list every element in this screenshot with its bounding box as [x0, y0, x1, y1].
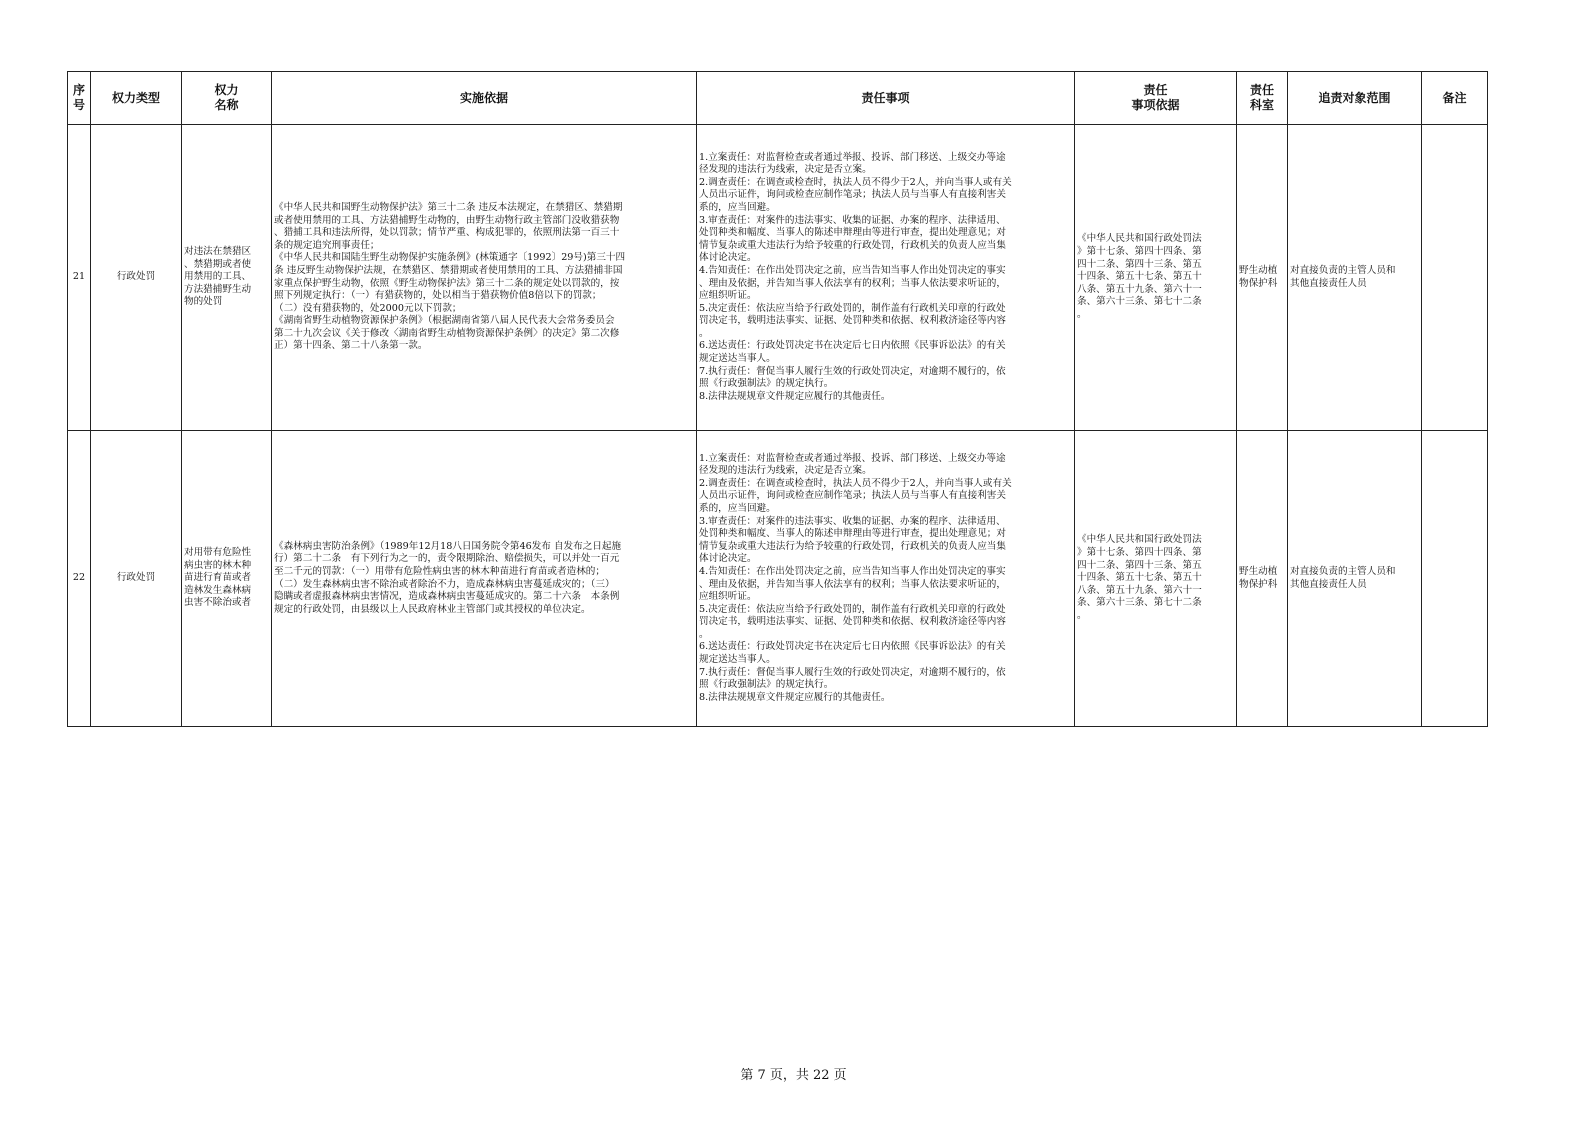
cell-basis: 《中华人民共和国野生动物保护法》第三十二条 违反本法规定，在禁猎区、禁猎期 或者使用禁用的工具、方法猎捕野生动物的，由野生动物行政主管部门没收猎获物 、猎捕工具和违法所得，处以罚款；情节严重、构成犯罪的，依照刑法第一百三十 条的规定追究刑事责任； 《中华人民共和国陆生野生动物保护实施条例》(林策通字〔1992〕29号)第三十四 条 违反野生动物保护法规，在禁猎区、禁猎期或者使用禁用的工具、方法猎捕非国 家重点保护野生动物，依照《野生动物保护法》第三十二条的规定处以罚款的，按 照下列规定执行：（一）有猎获物的，处以相当于猎获物价值8倍以下的罚款； （二）没有猎获物的，处2000元以下罚款； 《湖南省野生动植物资源保护条例》（根据湖南省第八届人民代表大会常务委员会 第二十九次会议《关于修改〈湖南省野生动植物资源保护条例〉的决定》第二次修 正）第十四条、第二十八条第一款。 [272, 125, 697, 431]
header-power-type: 权力类型 [91, 72, 182, 125]
cell-duties: 1.立案责任：对监督检查或者通过举报、投诉、部门移送、上级交办等途 径发现的违法行为线索，决定是否立案。 2.调查责任：在调查或检查时，执法人员不得少于2人，并向当事人或有关 人员出示证件，询问或检查应制作笔录；执法人员与当事人有直接利害关 系的，应当回避。 3.审查责任：对案件的违法事实、收集的证据、办案的程序、法律适用、 处罚种类和幅度、当事人的陈述申辩理由等进行审查，提出处理意见；对 情节复杂或重大违法行为给予较重的行政处罚，行政机关的负责人应当集 体讨论决定。 4.告知责任：在作出处罚决定之前，应当告知当事人作出处罚决定的事实 、理由及依据，并告知当事人依法享有的权利；当事人依法要求听证的， 应组织听证。 5.决定责任：依法应当给予行政处罚的，制作盖有行政机关印章的行政处 罚决定书，载明违法事实、证据、处罚种类和依据、权利救济途径等内容 。 6.送达责任：行政处罚决定书在决定后七日内依照《民事诉讼法》的有关 规定送达当事人。 7.执行责任：督促当事人履行生效的行政处罚决定，对逾期不履行的，依 照《行政强制法》的规定执行。 8.法律法规规章文件规定应履行的其他责任。 [697, 125, 1075, 431]
cell-duty-basis: 《中华人民共和国行政处罚法 》第十七条、第四十四条、第 四十二条、第四十三条、第五 十四条、第五十七条、第五十 八条、第五十九条、第六十一 条、第六十三条、第七十二条 。 [1075, 431, 1237, 727]
header-duties: 责任事项 [697, 72, 1075, 125]
cell-remarks [1422, 125, 1488, 431]
cell-remarks [1422, 431, 1488, 727]
cell-duties: 1.立案责任：对监督检查或者通过举报、投诉、部门移送、上级交办等途 径发现的违法行为线索，决定是否立案。 2.调查责任：在调查或检查时，执法人员不得少于2人，并向当事人或有关 人员出示证件，询问或检查应制作笔录；执法人员与当事人有直接利害关 系的，应当回避。 3.审查责任：对案件的违法事实、收集的证据、办案的程序、法律适用、 处罚种类和幅度、当事人的陈述申辩理由等进行审查，提出处理意见；对 情节复杂或重大违法行为给予较重的行政处罚，行政机关的负责人应当集 体讨论决定。 4.告知责任：在作出处罚决定之前，应当告知当事人作出处罚决定的事实 、理由及依据，并告知当事人依法享有的权利；当事人依法要求听证的， 应组织听证。 5.决定责任：依法应当给予行政处罚的，制作盖有行政机关印章的行政处 罚决定书，载明违法事实、证据、处罚种类和依据、权利救济途径等内容 。 6.送达责任：行政处罚决定书在决定后七日内依照《民事诉讼法》的有关 规定送达当事人。 7.执行责任：督促当事人履行生效的行政处罚决定，对逾期不履行的，依 照《行政强制法》的规定执行。 8.法律法规规章文件规定应履行的其他责任。 [697, 431, 1075, 727]
cell-power-type: 行政处罚 [91, 125, 182, 431]
cell-department: 野生动植 物保护科 [1237, 431, 1288, 727]
cell-duty-basis: 《中华人民共和国行政处罚法 》第十七条、第四十四条、第 四十二条、第四十三条、第五 十四条、第五十七条、第五十 八条、第五十九条、第六十一 条、第六十三条、第七十二条 。 [1075, 125, 1237, 431]
header-row [68, 72, 1488, 125]
header-scope: 追责对象范围 [1288, 72, 1422, 125]
cell-department: 野生动植 物保护科 [1237, 125, 1288, 431]
cell-power-name: 对违法在禁猎区 、禁猎期或者使 用禁用的工具、 方法猎捕野生动 物的处罚 [182, 125, 272, 431]
cell-scope: 对直接负责的主管人员和 其他直接责任人员 [1288, 431, 1422, 727]
page-number: 第 7 页，共 22 页 [740, 1068, 847, 1083]
cell-seq: 22 [68, 431, 91, 727]
cell-basis: 《森林病虫害防治条例》（1989年12月18八日国务院令第46发布 自发布之日起施 行）第二十二条 有下列行为之一的，责令限期除治、赔偿损失，可以并处一百元 至二千元的罚款：（一）用带有危险性病虫害的林木种苗进行育苗或者造林的； （二）发生森林病虫害不除治或者除治不力，造成森林病虫害蔓延成灾的；（三） 隐瞒或者虚报森林病虫害情况，造成森林病虫害蔓延成灾的。第二十六条 本条例 规定的行政处罚，由县级以上人民政府林业主管部门或其授权的单位决定。 [272, 431, 697, 727]
cell-power-name: 对用带有危险性 病虫害的林木种 苗进行育苗或者 造林发生森林病 虫害不除治或者 [182, 431, 272, 727]
header-seq: 序 号 [68, 72, 91, 125]
cell-seq: 21 [68, 125, 91, 431]
header-duty-basis: 责任 事项依据 [1075, 72, 1237, 125]
header-department: 责任 科室 [1237, 72, 1288, 125]
responsibility-table [67, 71, 1488, 727]
header-basis: 实施依据 [272, 72, 697, 125]
table-row [68, 431, 1488, 727]
header-power-name: 权力 名称 [182, 72, 272, 125]
table-row [68, 125, 1488, 431]
cell-scope: 对直接负责的主管人员和 其他直接责任人员 [1288, 125, 1422, 431]
cell-power-type: 行政处罚 [91, 431, 182, 727]
header-remarks: 备注 [1422, 72, 1488, 125]
